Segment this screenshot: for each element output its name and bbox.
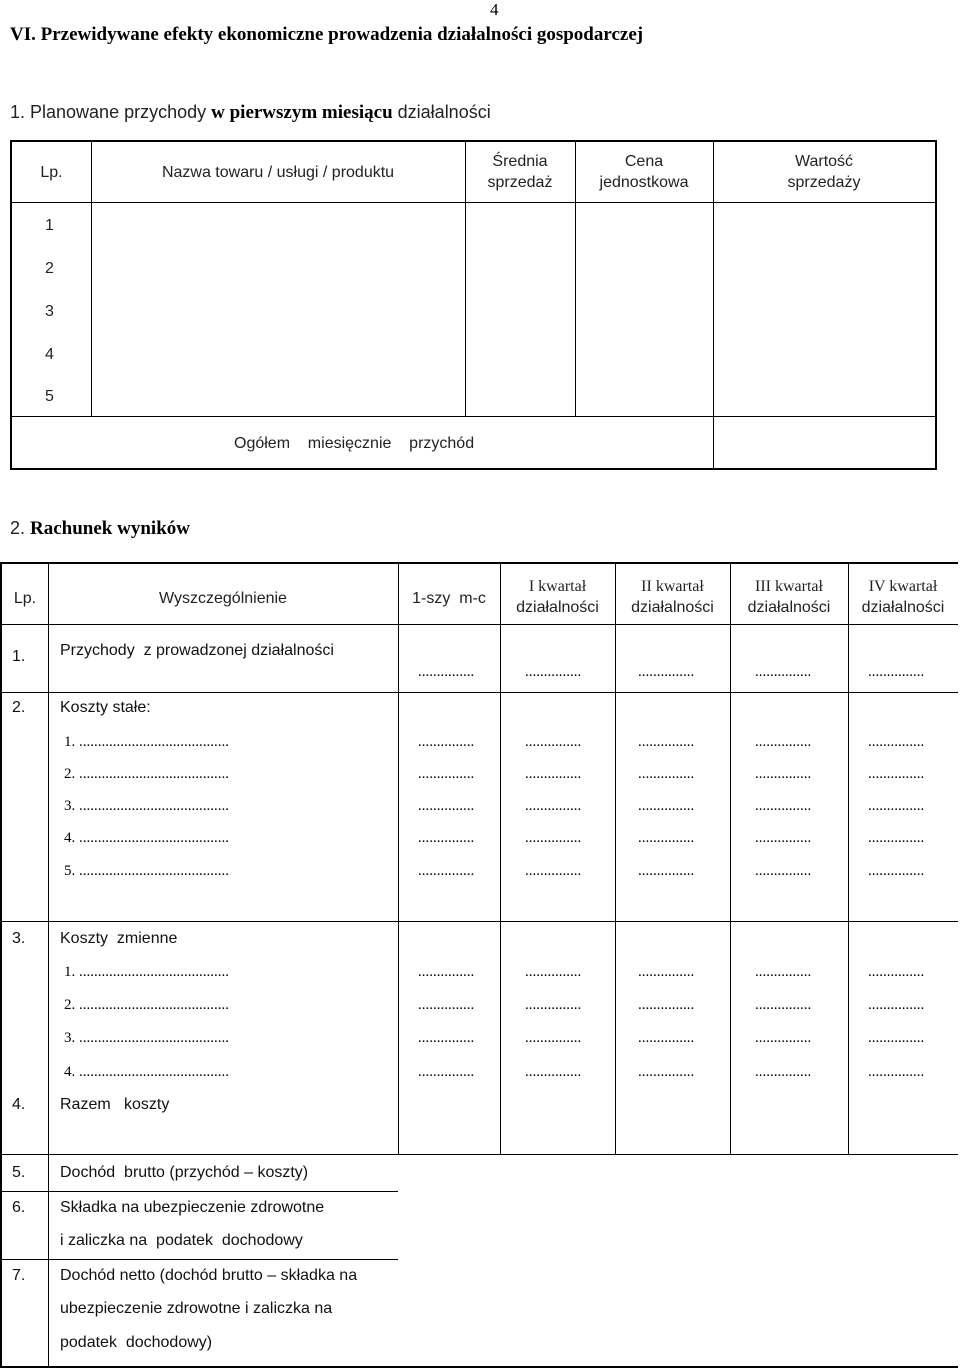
fixed-cost-dots-col-1: ............... (418, 830, 475, 846)
section1-title (10, 102, 491, 124)
fixed-cost-dots-col-3: ............... (638, 830, 695, 846)
row-number: 6. (12, 1199, 26, 1216)
page-number: 4 (490, 0, 499, 19)
net-income-label-line1: Dochód netto (dochód brutto – składka na (60, 1267, 358, 1284)
header-q2-line1: II kwartał (641, 578, 704, 595)
fixed-cost-dots-col-5: ............... (868, 830, 925, 846)
variable-cost-dots-col-2: ............... (525, 997, 582, 1013)
fixed-cost-dots-col-4: ............... (755, 766, 812, 782)
variable-cost-dots-col-5: ............... (868, 1064, 925, 1080)
revenue-label: Przychody z prowadzonej działalności (60, 642, 334, 659)
header-value-line1: Wartość (794, 153, 854, 170)
header-q1-line2: działalności (516, 599, 599, 616)
section2-title-pre: 2. (10, 518, 31, 538)
header-price-line2: jednostkowa (599, 174, 689, 191)
row-number: 5 (45, 388, 54, 405)
fixed-cost-dots-col-4: ............... (755, 863, 812, 879)
fixed-cost-item: 2. ........................................ (64, 766, 229, 782)
variable-costs-label: Koszty zmienne (60, 930, 178, 947)
header-avg-line2: sprzedaż (487, 174, 553, 191)
fixed-cost-dots-col-2: ............... (525, 830, 582, 846)
fixed-cost-dots-col-4: ............... (755, 798, 812, 814)
fixed-cost-dots-col-5: ............... (868, 766, 925, 782)
fixed-cost-dots-col-5: ............... (868, 863, 925, 879)
header-q4 (848, 576, 958, 618)
variable-cost-dots-col-2: ............... (525, 964, 582, 980)
header-q4-line1: IV kwartał (868, 578, 938, 595)
variable-cost-dots-col-3: ............... (638, 997, 695, 1013)
fixed-cost-dots-col-3: ............... (638, 798, 695, 814)
variable-cost-dots-col-4: ............... (755, 1030, 812, 1046)
fixed-cost-item: 1. ........................................ (64, 734, 229, 750)
fixed-cost-dots-col-1: ............... (418, 734, 475, 750)
fixed-cost-dots-col-1: ............... (418, 863, 475, 879)
variable-cost-item: 4. ........................................ (64, 1064, 229, 1080)
fixed-cost-dots-col-5: ............... (868, 798, 925, 814)
section1-title-bold: w pierwszym miesiącu (211, 102, 393, 123)
fixed-cost-dots-col-1: ............... (418, 798, 475, 814)
variable-cost-item: 2. ........................................ (64, 997, 229, 1013)
row-number: 2 (45, 260, 54, 277)
fixed-cost-dots-col-4: ............... (755, 830, 812, 846)
net-income-label-line3: podatek dochodowy) (60, 1334, 213, 1351)
fixed-cost-dots-col-3: ............... (638, 863, 695, 879)
header-q3 (730, 576, 848, 618)
revenue-dots-col-2: ............... (525, 664, 582, 680)
fixed-costs-label: Koszty stałe: (60, 699, 151, 716)
variable-cost-dots-col-3: ............... (638, 964, 695, 980)
total-monthly-label: Ogółem miesięcznie przychód (234, 435, 475, 452)
revenue-dots-col-5: ............... (868, 664, 925, 680)
variable-cost-dots-col-3: ............... (638, 1064, 695, 1080)
variable-cost-dots-col-1: ............... (418, 964, 475, 980)
row-number: 4 (45, 346, 54, 363)
variable-cost-dots-col-4: ............... (755, 997, 812, 1013)
net-income-label-line2: ubezpieczenie zdrowotne i zaliczka na (60, 1300, 333, 1317)
header-sales-value (713, 151, 935, 193)
row-number: 4. (12, 1096, 26, 1113)
variable-cost-dots-col-1: ............... (418, 1064, 475, 1080)
fixed-cost-dots-col-4: ............... (755, 734, 812, 750)
row-number: 5. (12, 1164, 26, 1181)
tax-advance-label: i zaliczka na podatek dochodowy (60, 1232, 303, 1249)
variable-cost-dots-col-2: ............... (525, 1030, 582, 1046)
variable-cost-dots-col-5: ............... (868, 964, 925, 980)
variable-cost-dots-col-1: ............... (418, 1030, 475, 1046)
fixed-cost-dots-col-2: ............... (525, 798, 582, 814)
gross-income-label: Dochód brutto (przychód – koszty) (60, 1164, 309, 1181)
revenue-dots-col-3: ............... (638, 664, 695, 680)
row-number: 7. (12, 1267, 26, 1284)
header-q2-line2: działalności (631, 599, 714, 616)
section1-title-post: działalności (392, 102, 491, 122)
variable-cost-dots-col-4: ............... (755, 964, 812, 980)
header-first-month: 1-szy m-c (412, 590, 486, 607)
header-q3-line2: działalności (747, 599, 831, 616)
row-number: 1 (45, 217, 54, 234)
fixed-cost-dots-col-2: ............... (525, 734, 582, 750)
fixed-cost-dots-col-3: ............... (638, 734, 695, 750)
header-q3-line1: III kwartał (755, 578, 823, 595)
section-title: VI. Przewidywane efekty ekonomiczne prowadzenia działalności gospodarczej (10, 24, 644, 45)
row-number: 3. (12, 930, 26, 947)
revenue-table (10, 140, 937, 470)
row-number: 2. (12, 699, 26, 716)
section2-title-bold: Rachunek wyników (30, 518, 190, 539)
header-q1 (500, 576, 615, 618)
health-insurance-label: Składka na ubezpieczenie zdrowotne (60, 1199, 325, 1216)
variable-cost-item: 3. ........................................ (64, 1030, 229, 1046)
header-price-line1: Cena (624, 153, 664, 170)
header-q2 (615, 576, 730, 618)
total-costs-label: Razem koszty (60, 1096, 170, 1113)
header-q4-line2: działalności (861, 599, 945, 616)
header-product-name: Nazwa towaru / usługi / produktu (161, 164, 395, 181)
variable-cost-dots-col-1: ............... (418, 997, 475, 1013)
variable-cost-dots-col-5: ............... (868, 1030, 925, 1046)
fixed-cost-dots-col-3: ............... (638, 766, 695, 782)
fixed-cost-item: 3. ........................................ (64, 798, 229, 814)
header-specification: Wyszczególnienie (159, 590, 287, 607)
variable-cost-dots-col-4: ............... (755, 1064, 812, 1080)
section1-title-pre: 1. Planowane przychody (10, 102, 212, 122)
header-unit-price (575, 151, 713, 193)
variable-cost-dots-col-2: ............... (525, 1064, 582, 1080)
fixed-cost-dots-col-5: ............... (868, 734, 925, 750)
fixed-cost-dots-col-1: ............... (418, 766, 475, 782)
fixed-cost-item: 4. ........................................ (64, 830, 229, 846)
header-q1-line1: I kwartał (528, 578, 587, 595)
variable-cost-dots-col-5: ............... (868, 997, 925, 1013)
income-statement-table (0, 562, 958, 1368)
row-number: 3 (45, 303, 54, 320)
header-avg-line1: Średnia (492, 153, 548, 170)
fixed-cost-dots-col-2: ............... (525, 863, 582, 879)
revenue-dots-col-1: ............... (418, 664, 475, 680)
fixed-cost-item: 5. ........................................ (64, 863, 229, 879)
section2-title (10, 518, 190, 540)
header-value-line2: sprzedaży (787, 174, 861, 191)
header-avg-sales (465, 151, 575, 193)
variable-cost-item: 1. ........................................ (64, 964, 229, 980)
row-number: 1. (12, 648, 26, 665)
header-lp: Lp. (40, 164, 63, 181)
header-lp: Lp. (13, 590, 37, 607)
revenue-dots-col-4: ............... (755, 664, 812, 680)
fixed-cost-dots-col-2: ............... (525, 766, 582, 782)
variable-cost-dots-col-3: ............... (638, 1030, 695, 1046)
